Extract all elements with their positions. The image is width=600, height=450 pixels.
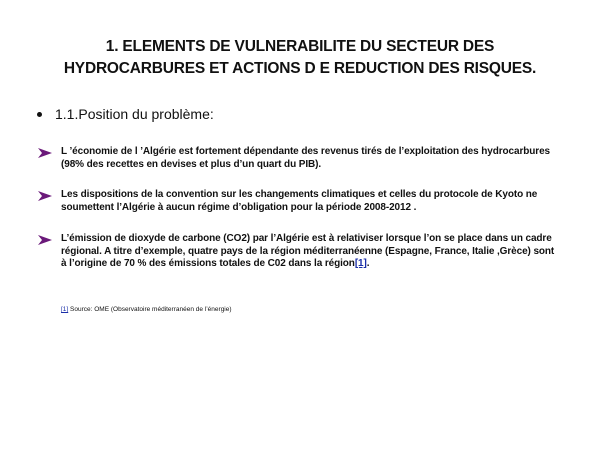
subheading (37, 106, 214, 122)
list-item (37, 146, 562, 171)
title-line-1: 1. ELEMENTS DE VULNERABILITE DU SECTEUR DES (105, 38, 495, 55)
footnote-marker-link[interactable]: [1] (61, 306, 69, 313)
arrow-bullet-icon (37, 190, 53, 202)
footnote (61, 306, 232, 313)
list-item-text-suffix: . (366, 258, 370, 269)
list-item-text: Les dispositions de la convention sur les changements climatiques et celles du protocole de Kyoto ne soumettent l’Algérie à aucun régime d’obligation pour la période 2008-2012 . (61, 189, 538, 213)
footnote-ref-link[interactable]: [1] (354, 258, 367, 269)
title-line-2: HYDROCARBURES ET ACTIONS D E REDUCTION DES RISQUES. (63, 60, 537, 77)
list-item (37, 233, 562, 271)
arrow-bullet-icon (37, 234, 53, 246)
list-item-text: L ’économie de l ’Algérie est fortement dépendante des revenus tirés de l’exploitation des hydrocarbures (98% des recettes en devises et plus d’un quart du PIB). (61, 146, 551, 170)
subheading-text: 1.1.Position du problème: (55, 106, 214, 122)
list-item (37, 189, 562, 214)
arrow-bullet-icon (37, 147, 53, 159)
list-item-text-body: L’émission de dioxyde de carbone (CO2) par l’Algérie est à relativiser lorsque l’on se place dans un cadre régional. A titre d’exemple, quatre pays de la région méditerranéenne (Espagne, France, Italie ,Grèce) sont à l’origine de 70 % des émissions totales de C02 dans la région (61, 233, 555, 269)
list-item-text (61, 233, 562, 271)
bullet-icon (37, 112, 42, 117)
slide-title (30, 36, 570, 80)
footnote-text: Source: OME (Observatoire méditerranéen de l’énergie) (68, 306, 232, 313)
